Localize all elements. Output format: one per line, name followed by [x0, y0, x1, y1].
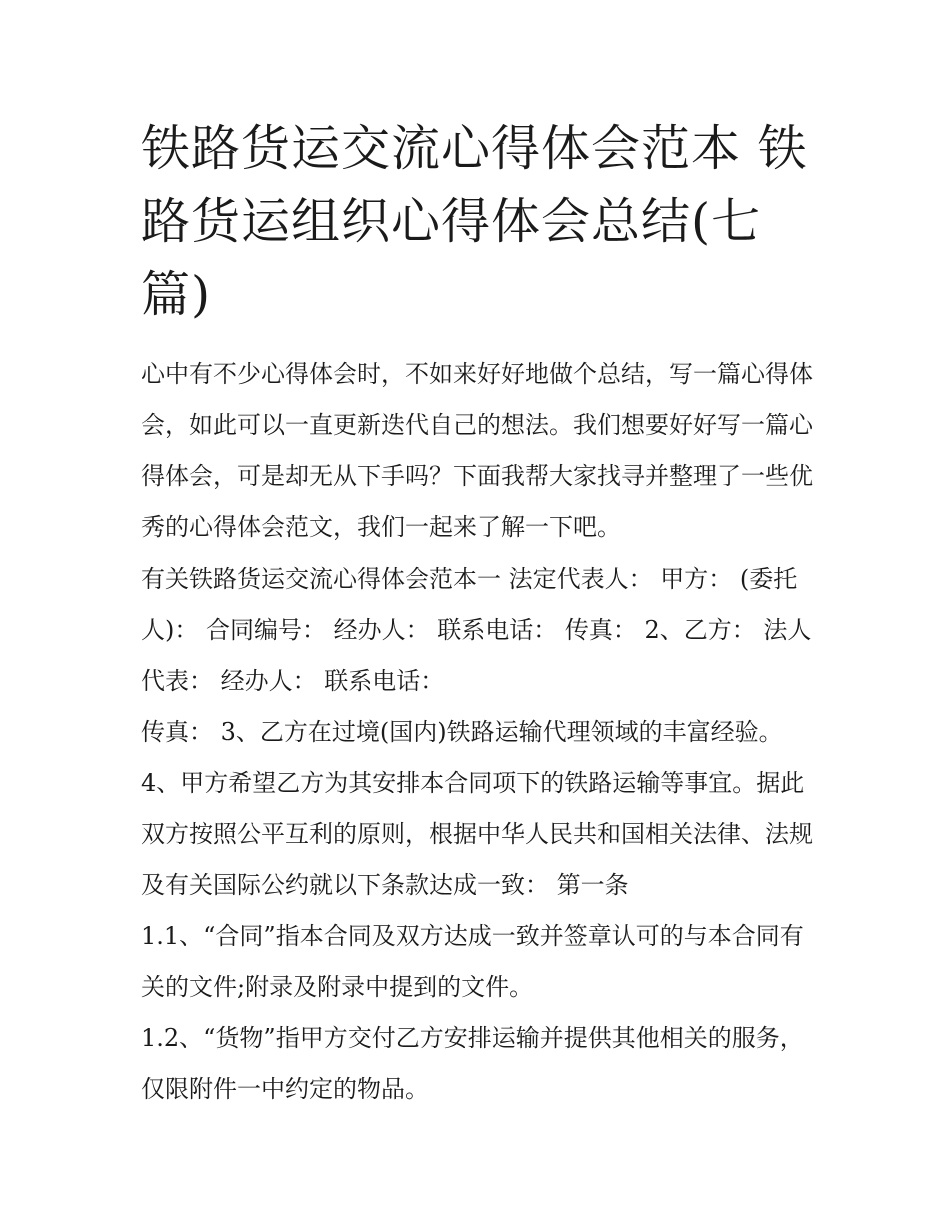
intro-paragraph: 心中有不少心得体会时，不如来好好地做个总结，写一篇心得体会，如此可以一直更新迭代自己的想法。我们想要好好写一篇心得体会，可是却无从下手吗？下面我帮大家找寻并整理了一些优秀的心得体会范文，我们一起来了解一下吧。 [141, 360, 813, 541]
clause-1-2-paragraph: 1.2、“货物”指甲方交付乙方安排运输并提供其他相关的服务，仅限附件一中约定的物品。 [141, 1024, 804, 1103]
clause-1-1-paragraph: 1.1、“合同”指本合同及双方达成一致并签章认可的与本合同有关的文件;附录及附录中提到的文件。 [141, 922, 804, 1001]
document-title: 铁路货运交流心得体会范本 铁路货运组织心得体会总结(七篇) [141, 120, 808, 323]
contract-parties-paragraph: 有关铁路货运交流心得体会范本一 法定代表人： 甲方： (委托人)： 合同编号： 经办人： 联系电话： 传真： 2、乙方： 法人代表： 经办人： 联系电话： [141, 565, 812, 695]
clause-4-paragraph: 4、甲方希望乙方为其安排本合同项下的铁路运输等事宜。据此双方按照公平互利的原则，根据中华人民共和国相关法律、法规及有关国际公约就以下条款达成一致： 第一条 [141, 769, 813, 899]
document-page [141, 112, 821, 1115]
fax-paragraph: 传真： 3、乙方在过境(国内)铁路运输代理领域的丰富经验。 [141, 718, 783, 746]
